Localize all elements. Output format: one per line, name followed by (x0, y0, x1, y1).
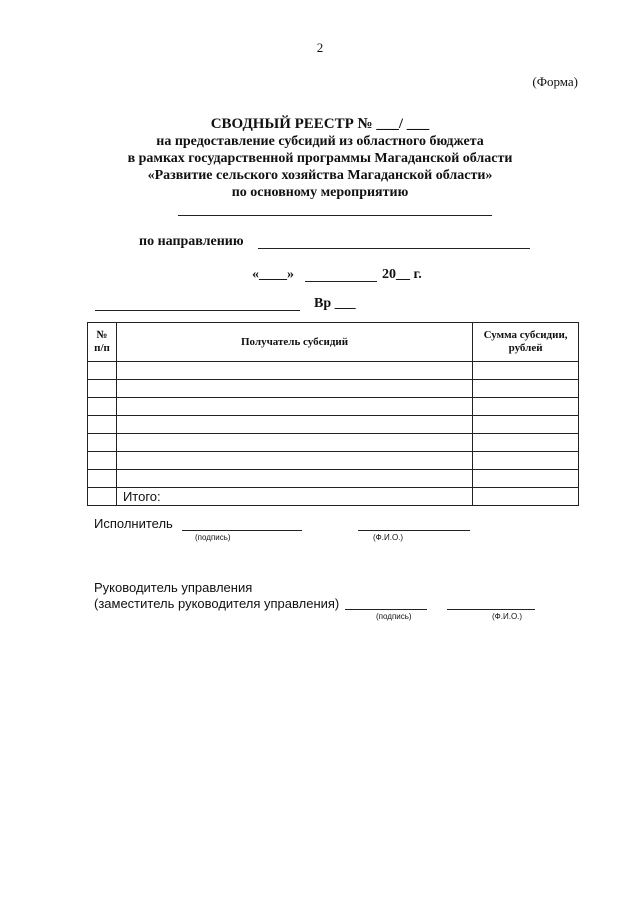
registry-table (87, 322, 579, 506)
date-year-field: 20__ г. (382, 267, 422, 282)
form-label: (Форма) (532, 74, 578, 89)
direction-label: по направлению (139, 234, 244, 249)
executor-label: Исполнитель (94, 516, 173, 531)
header-number: № п/п (88, 323, 117, 362)
header-amount: Сумма субсидии, рублей (473, 323, 579, 362)
title-line-2: на предоставление субсидий из областного бюджета (156, 134, 484, 149)
page-number: 2 (316, 40, 324, 55)
executor-name-caption: (Ф.И.О.) (373, 533, 404, 542)
title-line-5: по основному мероприятию (231, 185, 409, 200)
direction-blank-line (258, 248, 530, 249)
table-header-row (88, 323, 579, 362)
document-title (0, 116, 640, 201)
date-day-field: «____» (252, 267, 294, 282)
date-month-blank-line (305, 281, 377, 282)
executor-name-line (358, 530, 470, 531)
head-label-line-1: Руководитель управления (94, 580, 253, 595)
head-name-line (447, 609, 535, 610)
table-row (88, 398, 579, 416)
executor-sign-line (182, 530, 302, 531)
org-blank-line (95, 310, 300, 311)
head-sign-line (345, 609, 427, 610)
title-line-4: «Развитие сельского хозяйства Магаданской области» (147, 168, 493, 183)
total-row (88, 488, 579, 506)
table-row (88, 362, 579, 380)
total-label: Итого: (116, 488, 472, 506)
table-row (88, 380, 579, 398)
table-row (88, 434, 579, 452)
table-row (88, 416, 579, 434)
title-line-3: в рамках государственной программы Магаданской области (127, 151, 513, 166)
header-recipient: Получатель субсидий (116, 323, 472, 362)
activity-blank-line (178, 215, 492, 216)
executor-sign-caption: (подпись) (195, 533, 231, 542)
vr-label: Вр ___ (314, 296, 356, 311)
head-name-caption: (Ф.И.О.) (492, 612, 523, 621)
head-sign-caption: (подпись) (376, 612, 412, 621)
table-row (88, 470, 579, 488)
table-row (88, 452, 579, 470)
head-label-line-2: (заместитель руководителя управления) (94, 596, 340, 611)
title-line-1: СВОДНЫЙ РЕЕСТР № ___/ ___ (210, 116, 430, 132)
